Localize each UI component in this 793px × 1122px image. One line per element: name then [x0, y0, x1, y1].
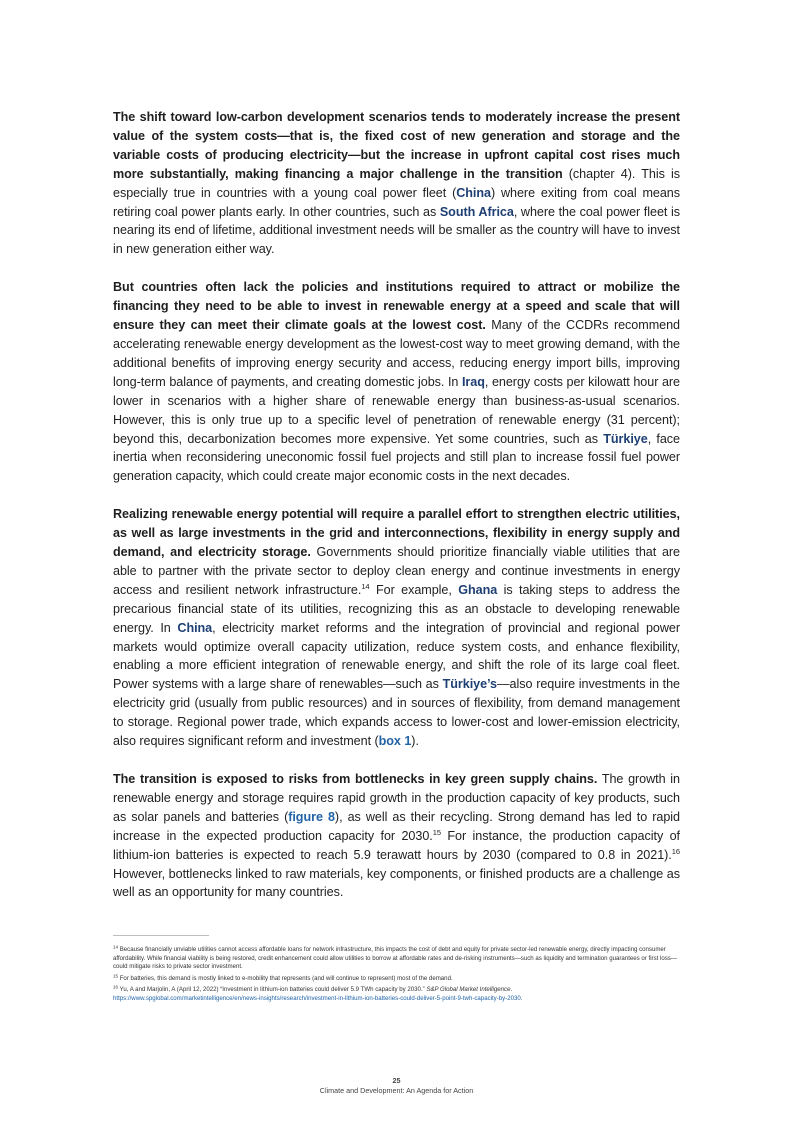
- figure-8-link[interactable]: figure 8: [288, 809, 335, 824]
- lead-sentence: Realizing renewable energy potential will require a parallel effort to strengthen electric utilities, as well as large investments in the grid and interconnections, flexibility in energy supply and demand, and electricity storage.: [113, 507, 680, 560]
- country-ghana: Ghana: [458, 582, 498, 597]
- paragraph-supply-chains: The transition is exposed to risks from bottlenecks in key green supply chains. The growth in renewable energy and storage requires rapid growth in the production capacity of key products, such as solar panels and batteries (figure 8), as well as their recycling. Strong demand has led to rapid increase in the expected production capacity for 2030.15 For instance, the production capacity of lithium-ion batteries is expected to reach 5.9 terawatt hours by 2030 (compared to 0.8 in 2021).$^{16}$ However, bottlenecks linked to raw materials, key components, or finished products are a challenge as well as an opportunity for many countries.: [113, 772, 681, 900]
- source-url-link[interactable]: https://www.spglobal.com/marketintelligence/en/news-insights/research/investment-in-lithium-ion-batteries-could-deliver-5-point-9-twh-capacity-by-2030: [113, 994, 521, 1002]
- source-title: S&P Global Market Intelligence: [426, 986, 511, 994]
- paragraph-policies: But countries often lack the policies and institutions required to attract or mobilize the financing they need to be able to invest in renewable energy at a speed and scale that will ensure they can meet their climate goals at the lowest cost. Many of the CCDRs recommend accelerating renewable energy development as the lowest-cost way to meet growing demand, with the additional benefits of improving energy security and access, reducing energy import bills, improving long-term balance of payments, and creating domestic jobs. In Iraq, energy costs per kilowatt hour are lower in scenarios with a higher share of renewable energy than business-as-usual scenarios. However, this is only true up to a specific level of penetration of renewable energy (31 percent); beyond this, decarbonization becomes more expensive. Yet some countries, such as Türkiye, face inertia when reconsidering uneconomic fossil fuel projects and still plan to increase fossil fuel power generation capacity, which could create major economic costs in the next decades.: [113, 280, 680, 484]
- country-china: China: [177, 620, 213, 635]
- box-1-link[interactable]: box 1: [378, 734, 412, 749]
- lead-sentence: The shift toward low-carbon development scenarios tends to moderately increase the present value of the system costs—that is, the fixed cost of new generation and storage and the variable costs of producing electricity—but the increase in upfront capital cost rises much more substantially, making financing a major challenge in the transition: [113, 110, 680, 181]
- footnotes: [113, 946, 680, 1007]
- footnote-divider: [113, 935, 209, 936]
- paragraph-financing: The shift toward low-carbon development scenarios tends to moderately increase the present value of the system costs—that is, the fixed cost of new generation and storage and the variable costs of producing electricity—but the increase in upfront capital cost rises much more substantially, making financing a major challenge in the transition (chapter 4). This is especially true in countries with a young coal power fleet (China) where exiting from coal means retiring coal power plants early. In other countries, such as South Africa, where the coal power fleet is nearing its end of lifetime, additional investment needs will be smaller as the country will have to invest in new generation either way.: [113, 110, 680, 257]
- lead-sentence: But countries often lack the policies and institutions required to attract or mobilize the financing they need to be able to invest in renewable energy at a speed and scale that will ensure they can meet their climate goals at the lowest cost.: [113, 280, 680, 333]
- footnote-15: $^{15}$ For batteries, this demand is mostly linked to e-mobility that represents (and will continue to represent) most of the demand.: [113, 973, 453, 982]
- footnote-16: $^{16}$ Yu, A and Marjolin, A (April 12, 2022) “Investment in lithium-ion batteries could deliver 5.9 TWh capacity by 2030.” S&P Global Market Intelligence. https://www.spglobal.com/marketintelligence/en/news-insights/research/investment-in-lithium-ion-batteries-could-deliver-5-point-9-twh-capacity-by-2030.: [113, 984, 523, 1002]
- page-number: 25: [392, 1076, 401, 1085]
- report-title: Climate and Development: An Agenda for Action: [319, 1086, 474, 1095]
- lead-sentence: The transition is exposed to risks from bottlenecks in key green supply chains.: [113, 772, 598, 786]
- footnote-ref-14[interactable]: 14: [361, 581, 370, 591]
- country-south-africa: South Africa: [439, 204, 514, 219]
- country-iraq: Iraq: [461, 374, 485, 389]
- country-turkiye: Türkiye’s: [442, 677, 498, 692]
- footnote-ref-16[interactable]: 16: [671, 846, 680, 856]
- footnote-ref-15[interactable]: 15: [432, 827, 441, 837]
- country-china: China: [456, 185, 491, 200]
- footnote-14: $^{14}$ Because financially unviable utilities cannot access affordable loans for network infrastructure, this impacts the cost of debt and equity for private sector-led renewable energy, directly impacting consumer affordability. While financial viability is being restored, credit enhancement could allow utilities to borrow at affordable rates and de-risking instruments—such as liquidity and termination guarantees or first loss—could mitigate risks to private sector investment.: [113, 944, 677, 971]
- paragraph-utilities: Realizing renewable energy potential will require a parallel effort to strengthen electric utilities, as well as large investments in the grid and interconnections, flexibility in energy supply and demand, and electricity storage. Governments should prioritize financially viable utilities that are able to partner with the private sector to deploy clean energy and continue investments in energy access and resilient network infrastructure.$^{14}$ For example, Ghana is taking steps to address the precarious financial state of its utilities, recognizing this as an obstacle to developing renewable energy. In China, electricity market reforms and the integration of provincial and regional power markets would optimize overall capacity utilization, reduce system costs, and enhance flexibility, enabling a more efficient integration of renewable energy, and shift the role of its large coal fleet. Power systems with a large share of renewables—such as Türkiye’s—also require investments in the electricity grid (usually from public resources) and in sources of flexibility, from demand management to storage. Regional power trade, which expands access to lower-cost and lower-emission electricity, also requires significant reform and investment (box 1).: [113, 507, 681, 749]
- page-footer: [0, 1076, 793, 1096]
- country-turkiye: Türkiye: [603, 431, 648, 446]
- main-content: [113, 108, 680, 921]
